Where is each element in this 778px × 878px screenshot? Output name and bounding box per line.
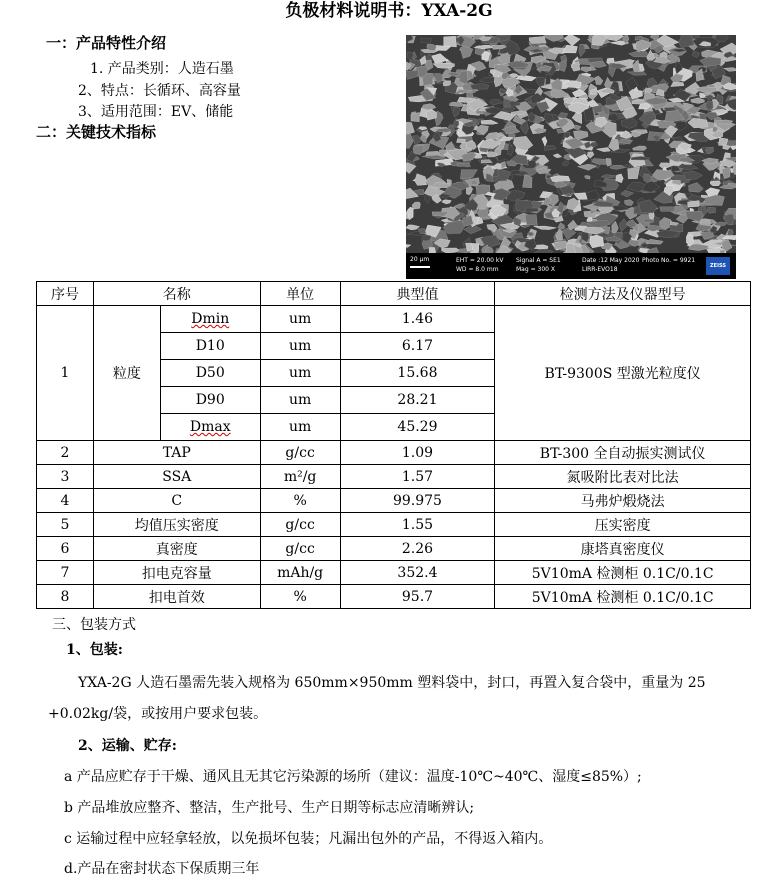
row-unit: g/cc	[260, 513, 340, 537]
row-value: 352.4	[340, 561, 495, 585]
sem-eht: EHT = 20.00 kV	[456, 257, 504, 264]
row-no: 2	[37, 441, 94, 465]
row-method: 氮吸附比表对比法	[495, 465, 751, 489]
table-row	[37, 465, 751, 489]
row-no: 5	[37, 513, 94, 537]
sem-signal: Signal A = SE1	[516, 257, 561, 264]
header-name: 名称	[93, 282, 260, 306]
document-title: 负极材料说明书：YXA-2G	[285, 1, 493, 21]
table-row	[37, 585, 751, 609]
row-value: 1.57	[340, 465, 495, 489]
row-name: TAP	[93, 441, 260, 465]
row-unit: g/cc	[260, 537, 340, 561]
row-unit: m²/g	[260, 465, 340, 489]
sub-name: Dmin	[160, 306, 260, 333]
row-unit: %	[260, 489, 340, 513]
graphite-particles-image	[406, 35, 736, 253]
packaging-heading: 1、包装:	[66, 642, 123, 658]
row-name: C	[93, 489, 260, 513]
row-method: BT-300 全自动振实测试仪	[495, 441, 751, 465]
packaging-text-line2: +0.02kg/袋，或按用户要求包装。	[48, 706, 268, 722]
zeiss-logo: ZEISS	[706, 257, 730, 275]
sub-name: D50	[160, 360, 260, 387]
table-row	[37, 537, 751, 561]
product-application: 3、适用范围：EV、储能	[78, 104, 234, 120]
row-name: 真密度	[93, 537, 260, 561]
storage-heading: 2、运输、贮存:	[78, 738, 177, 754]
storage-item-d: d.产品在密封状态下保质期三年	[64, 861, 260, 877]
row-value: 1.46	[340, 306, 495, 333]
row-value: 15.68	[340, 360, 495, 387]
row-value: 2.26	[340, 537, 495, 561]
row-method: 压实密度	[495, 513, 751, 537]
sem-micrograph	[406, 35, 736, 279]
row-unit: g/cc	[260, 441, 340, 465]
sem-scale-label: 20 μm	[410, 256, 430, 263]
row-name: 扣电克容量	[93, 561, 260, 585]
row-value: 1.09	[340, 441, 495, 465]
scale-bar	[410, 266, 430, 268]
table-row	[37, 441, 751, 465]
storage-item-a: a 产品应贮存于干燥、通风且无其它污染源的场所（建议：温度-10℃~40℃、湿度≤85%）;	[64, 769, 642, 785]
section3-heading: 三、包装方式	[52, 617, 136, 633]
product-category: 1. 产品类别：人造石墨	[90, 61, 234, 77]
row-value: 1.55	[340, 513, 495, 537]
section1-heading: 一：产品特性介绍	[46, 34, 167, 52]
header-no: 序号	[37, 282, 94, 306]
sem-info-bar	[406, 253, 736, 279]
row-name: 均值压实密度	[93, 513, 260, 537]
row-no: 4	[37, 489, 94, 513]
table-row	[37, 513, 751, 537]
table-header-row	[37, 282, 751, 306]
row-name: SSA	[93, 465, 260, 489]
row-unit: um	[260, 360, 340, 387]
row-unit: %	[260, 585, 340, 609]
sem-date: Date :12 May 2020	[582, 257, 640, 264]
product-features: 2、特点：长循环、高容量	[78, 83, 241, 99]
sub-name: D10	[160, 333, 260, 360]
row-unit: um	[260, 414, 340, 441]
row-no: 6	[37, 537, 94, 561]
sub-name: Dmax	[160, 414, 260, 441]
row-value: 28.21	[340, 387, 495, 414]
row-unit: um	[260, 333, 340, 360]
sem-instrument: LIRR-EVO18	[582, 266, 618, 273]
sem-wd: WD = 8.0 mm	[456, 266, 499, 273]
row-method: 5V10mA 检测柜 0.1C/0.1C	[495, 561, 751, 585]
row-name: 粒度	[93, 306, 160, 441]
sem-mag: Mag = 300 X	[516, 266, 555, 273]
header-method: 检测方法及仪器型号	[495, 282, 751, 306]
storage-item-c: c 运输过程中应轻拿轻放，以免损坏包装；凡漏出包外的产品，不得返入箱内。	[64, 831, 553, 847]
row-no: 3	[37, 465, 94, 489]
header-typical-value: 典型值	[340, 282, 495, 306]
row-no: 1	[37, 306, 94, 441]
table-row	[37, 306, 751, 333]
table-row	[37, 489, 751, 513]
row-value: 45.29	[340, 414, 495, 441]
row-no: 8	[37, 585, 94, 609]
row-no: 7	[37, 561, 94, 585]
header-unit: 单位	[260, 282, 340, 306]
row-method: 5V10mA 检测柜 0.1C/0.1C	[495, 585, 751, 609]
spec-table	[36, 281, 751, 609]
row-method: BT-9300S 型激光粒度仪	[495, 306, 751, 441]
packaging-text-line1: YXA-2G 人造石墨需先装入规格为 650mm×950mm 塑料袋中，封口，再置入复合袋中，重量为 25	[78, 675, 706, 691]
row-name: 扣电首效	[93, 585, 260, 609]
row-method: 康塔真密度仪	[495, 537, 751, 561]
sub-name: D90	[160, 387, 260, 414]
row-unit: um	[260, 306, 340, 333]
row-value: 95.7	[340, 585, 495, 609]
table-row	[37, 561, 751, 585]
sem-photo-no: Photo No. = 9921	[642, 257, 696, 264]
row-value: 99.975	[340, 489, 495, 513]
section2-heading: 二：关键技术指标	[36, 123, 157, 141]
row-unit: mAh/g	[260, 561, 340, 585]
row-value: 6.17	[340, 333, 495, 360]
row-method: 马弗炉煅烧法	[495, 489, 751, 513]
storage-item-b: b 产品堆放应整齐、整洁，生产批号、生产日期等标志应清晰辨认;	[64, 800, 475, 816]
row-unit: um	[260, 387, 340, 414]
